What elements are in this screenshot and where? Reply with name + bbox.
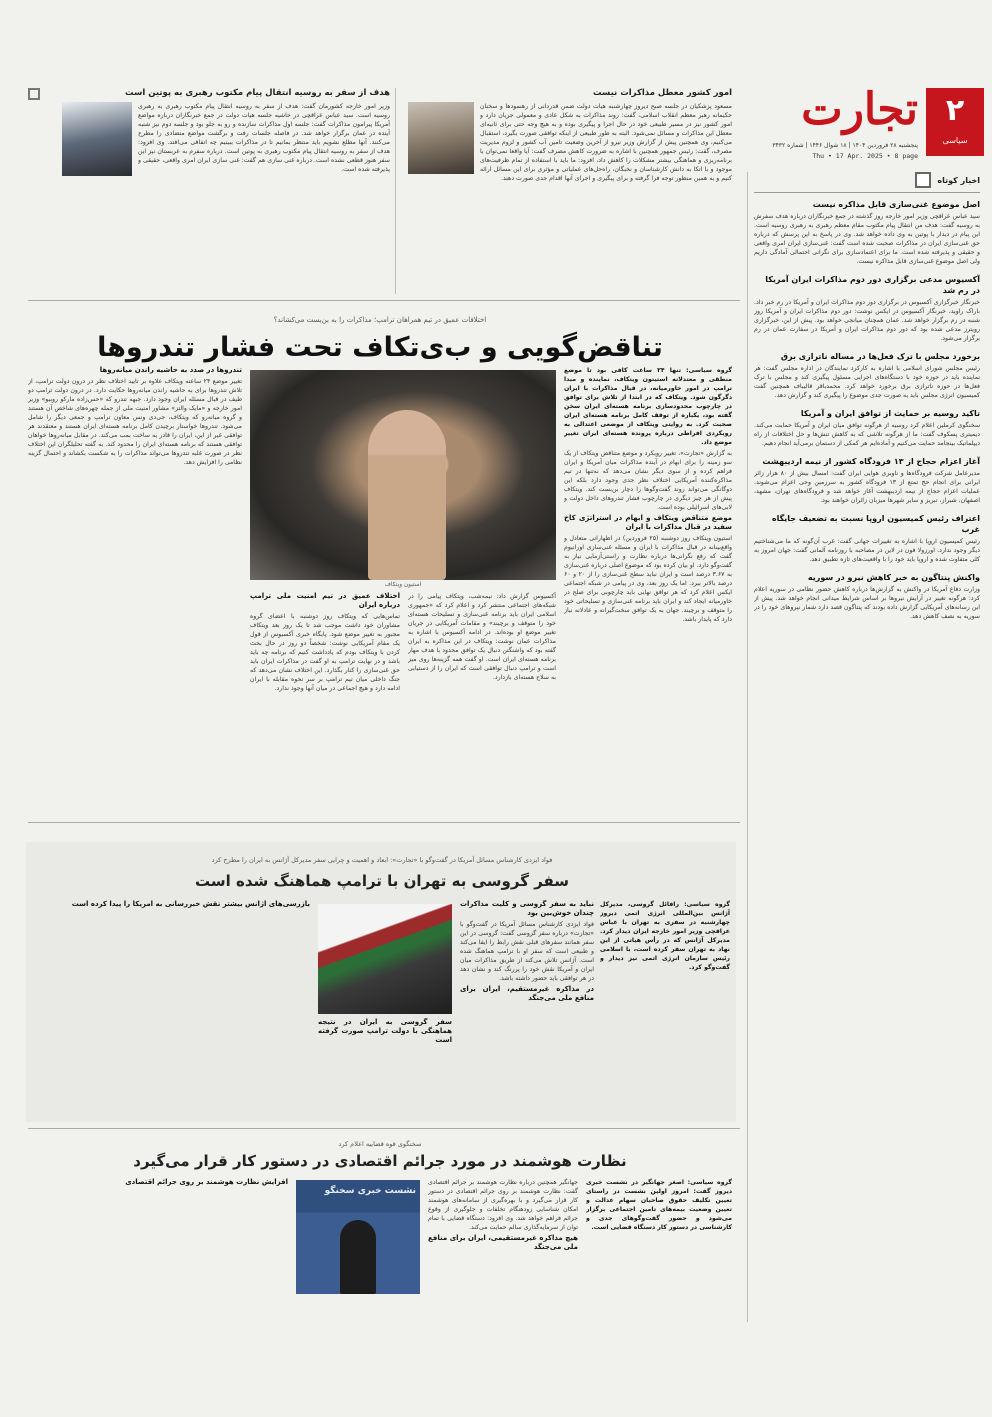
main-photo-figure <box>368 410 446 580</box>
main-body-right: به گزارش «تجارت»، تغییر رویکرد و موضع متناقض ویتکاف از یک سو زمینه را برای ابهام در آینده مذاکرات میان آمریکا و ایران فراهم کرده و از سوی دیگر نشان می‌دهد که نه‌تنها در تیم مذاکره‌کننده آمریکایی اختلاف نظر جدی وجود دارد بلکه این دوگانگی می‌تواند روند گفت‌وگوها را دچار بن‌بست کند. ویتکاف پیش از هر چیز دیگری در چارچوب فشار تندروهای داخل دولت و لابی‌های اسرائیلی بوده است. <box>564 450 732 511</box>
sidebar-item-title: واکنش پنتاگون به خبر کاهش نیرو در سوریه <box>807 573 980 582</box>
main-kicker: اختلافات عمیق در تیم همراهان ترامپ؛ مذاکرات را به بن‌بست می‌کشاند؟ <box>273 316 487 324</box>
third-photo-banner: نشست خبری سخنگو <box>324 1186 416 1196</box>
top-article-2-photo <box>62 102 132 176</box>
sidebar-item <box>754 513 980 564</box>
sidebar-items <box>754 199 980 621</box>
top-divider <box>395 88 396 294</box>
sidebar-item-body: خبرنگار خبرگزاری آکسیوس در برگزاری دور دوم مذاکرات ایران و آمریکا در رم خبر داد. باراک راوید، خبرنگار آکسیوس در ایکس نوشت: دور دوم مذاکرات ایران و آمریکا روز شنبه در رم برگزار خواهد شد. عمان همچنان میانجی خواهد بود. پیش از این، خبرگزاری رویترز مدعی شده بود که دور دوم مذاکرات ایران و آمریکا در سفارت عمان در رم برگزار می‌شود. <box>754 299 980 342</box>
top-article-2-body: وزیر امور خارجه کشورمان گفت: هدف از سفر به روسیه انتقال پیام مکتوب رهبری به رهبری روسیه است. سید عباس عراقچی در حاشیه جلسه هیات دولت در جمع خبرنگاران درباره مواضع آمریکا پیرامون مذاکرات گفت: جلسه اول مذاکرات سازنده و رو به جلو بود و جلسه دوم نیز شنبه آینده در عمان برگزار خواهد شد. در فاصله جلسات رفت و برگشت مواضع متضادی را مطرح می‌کنند. آنها مطلع نشویم باید منتظر بمانیم تا در مذاکرات ببینیم چه اتفاقی می‌افتد. وی افزود: هدف از سفر به روسیه انتقال پیام مکتوب رهبری به پوتین است. درباره سفرم به عربستان نیز این سفر هنوز قطعی نشده است. درباره غنی سازی هم گفت: غنی سازی ایران امری واقعی، حقیقی و پذیرفته شده است. <box>138 103 390 173</box>
second-sub3: در مذاکره غیرمستقیم، ایران برای منافع ملی می‌جنگد <box>460 985 594 1002</box>
second-sub2: سفر گروسی به ایران در نتیجه هماهنگی با دولت ترامپ صورت گرفته است <box>318 1018 452 1044</box>
second-col-4 <box>34 900 310 1114</box>
sidebar-item <box>754 199 980 266</box>
page-number-box <box>926 88 984 156</box>
third-body-col <box>428 1178 578 1328</box>
second-photo <box>318 904 452 1014</box>
third-left-col <box>28 1178 288 1328</box>
third-lead: گروه سیاسی: اصغر جهانگیر در نشست خبری دیروز گفت: امروز اولین نشست در راستای تعیین تکلیف حقوق صاحبان سهام عدالت و تعیین وضعیت بیمه‌های تامین اجتماعی برگزار می‌شود و حضور گفت‌وگوهای جدی و کارشناسی در دستور کار دستگاه قضایی است. <box>586 1179 732 1231</box>
mid-separator <box>28 822 740 823</box>
news-brief-sidebar <box>754 172 980 1322</box>
top-article-1-body: مسعود پزشکیان در جلسه صبح دیروز چهارشنبه هیات دولت ضمن قدردانی از رهنمودها و سخنان حکیمانه رهبر معظم انقلاب اسلامی، گفت: روند مذاکرات به شکل عادی و معمولی جریان دارد و امور کشور نیز در مسیر طبیعی خود در حال اجرا و پیگیری بوده و به هیچ وجه حتی برای ثانیه‌ای معطل این مذاکرات و مسائل نمی‌شود. البته به طور طبیعی از اینکه توافقی صورت بگیرد، استقبال می‌کنیم، وی همچنین پیش از گزارش وزیر نیرو از آخرین وضعیت تامین آب کشور و لزوم مدیریت مصرف، گفت: رئیس جمهور همچنین با اشاره به ضرورت کاهش مصرف گفت: آیا واقعا نمی‌توان با برنامه‌ریزی و هماهنگی بیشتر مشکلات را کاهش داد، افزود: ما باید با استفاده از تمام ظرفیت‌های موجود و با اتکا به دانش کارشناسان و نخبگان، راه‌حل‌های عملیاتی و مؤثری برای این مسائل ارائه کنیم و به همین منظور توجه فرا گرفته و برای پیگیری و اجرای آنها اقدام جدی صورت دهند. <box>480 103 732 182</box>
main-lead-text: گروه سیاسی: تنها ۲۴ ساعت کافی بود تا موضع منطقی و معتدلانه استیتون ویتکاف، نماینده و مبدا ترامپ در امور خاورمیانه، در قبال مذاکرات با ایران دگرگون شود. ویتکاف که در ابتدا از تلاش برای توافق در چارچوب محدودسازی برنامه هسته‌ای ایران سخن گفته بود، یکباره از توقف کامل برنامه هسته‌ای ایران صحبت کرد. به روایتی ویتکاف از موضعی اعتدالی به رویکردی افراطی درباره پرونده هسته‌ای ایران تغییر موضع داد. <box>564 367 732 446</box>
second-lead: گروه سیاسی: رافائل گروسی، مدیرکل آژانس بین‌المللی انرژی اتمی دیروز چهارشنبه در سفری به تهران با عباس عراقچی وزیر امور خارجه ایران دیدار کرد. مدیرکل آژانس که در رأس هیاتی از این نهاد به تهران سفر کرده است، با اسلامی رئیس سازمان انرژی اتمی نیز دیدار و گفت‌وگو کرد. <box>600 901 730 971</box>
sidebar-title: اخبار کوتاه <box>937 175 980 185</box>
third-sub2: هیچ مذاکره غیرمستقیمی، ایران برای منافع ملی می‌جنگد <box>428 1234 578 1251</box>
main-photo <box>250 370 556 580</box>
section-label: سیاسی <box>942 136 968 145</box>
sidebar-item-body: مدیرعامل شرکت فرودگاه‌ها و ناوبری هوایی ایران گفت: امسال بیش از ۸۰ هزار زائر ایرانی برای انجام حج تمتع از ۱۳ فرودگاه کشور به سرزمین وحی اعزام می‌شوند. عملیات اعزام حجاج از نیمه اردیبهشت آغاز خواهد شد و فرودگاه‌های تهران، مشهد، اصفهان، شیراز، تبریز و سایر شهرها میزبان زائران خواهند بود. <box>754 470 980 504</box>
sidebar-item-title: آکسیوس مدعی برگزاری دور دوم مذاکرات ایران آمریکا در رم شد <box>765 275 980 295</box>
main-left-column <box>28 366 242 810</box>
third-photo <box>296 1180 420 1294</box>
sidebar-divider <box>747 172 748 1322</box>
sidebar-item-title: اصل موضوع غنی‌سازی قابل مذاکره نیست <box>812 200 980 209</box>
third-headline: نظارت هوشمند در مورد جرائم اقتصادی در دستور کار قرار می‌گیرد <box>133 1152 627 1170</box>
sidebar-header <box>754 172 980 193</box>
main-body-mid2-wrap <box>250 592 400 810</box>
main-headline: تناقض‌گویی‌ و‌ ب‌ی‌تکاف تحت‌ فشار تندروها <box>97 332 663 363</box>
second-body: فواد ایزدی کارشناس مسائل آمریکا در گفت‌وگو با «تجارت» درباره سفر گروسی گفت: گروسی در این سفر همانند سفرهای قبلی نقش رابط را ایفا می‌کند و طبیعی است که سفر او با ترامپ هماهنگ شده است. آژانس تلاش می‌کند از طریق مذاکرات میان ایران و آمریکا نقش خود را پررنگ کند و نشان دهد در هر توافقی باید حضور داشته باشد. <box>460 921 594 982</box>
third-kicker: سخنگوی قوه قضاییه اعلام کرد <box>338 1140 422 1148</box>
main-lead <box>564 366 732 810</box>
sidebar-item-title: اعتراف رئیس کمیسیون اروپا نسبت به تضعیف جایگاه غرب <box>771 514 980 534</box>
bottom-separator <box>28 1128 740 1129</box>
second-lead-col <box>600 900 730 1114</box>
second-kicker: فواد ایزدی کارشناس مسائل آمریکا در گفت‌وگو با «تجارت»: ابعاد و اهمیت و چرایی سفر مدیرکل آژانس به ایران را مطرح کرد <box>211 856 553 864</box>
page-number: ۲ <box>945 93 965 128</box>
sidebar-item-body: وزارت دفاع آمریکا در واکنش به گزارش‌ها درباره کاهش حضور نظامی در سوریه اعلام کرد: هرگونه تغییر در آرایش نیروها بر اساس شرایط میدانی انجام خواهد شد. پیش از این رسانه‌های آمریکایی گزارش داده بودند که پنتاگون قصد دارد شمار نیروهای خود را در سوریه به نصف کاهش دهد. <box>754 586 980 620</box>
main-sub1: موضع متناقض ویتکاف و ابهام در استراتژی کاخ سفید در قبال مذاکرات با ایران <box>564 514 732 531</box>
top-separator <box>28 300 740 301</box>
top-article-1-title: امور کشور معطل مذاکرات نیست <box>592 88 732 98</box>
sidebar-item-title: آغاز اعزام حجاج از ۱۳ فرودگاه کشور از نیمه اردیبهشت <box>762 457 980 466</box>
top-article-2 <box>60 88 390 294</box>
sidebar-item-body: رئیس مجلس شورای اسلامی با اشاره به کارکرد نمایندگان در اداره مجلس گفت: هر نماینده باید در حوزه خود با دستگاه‌های اجرایی مسئول پیگیری کند و مجلس با ترک فعل‌ها در حوزه ناترازی برق برخورد خواهد کرد. محمدباقر قالیباف همچنین گفت کمیسیون انرژی مجلس باید به صورت جدی موضوع را پیگیری کند و گزارش دهد. <box>754 365 980 399</box>
second-sub4: بازرسی‌های آژانس بیشتر نقش خبررسانی به آمریکا را پیدا کرده است <box>71 900 310 908</box>
third-sub1: افزایش نظارت هوشمند بر روی جرائم اقتصادی <box>125 1178 288 1186</box>
main-body-right2: استیون ویتکاف روز دوشنبه (۲۵ فروردین) در اظهاراتی متعادل و واقع‌بینانه در قبال مذاکرات با ایران و مسئله غنی‌سازی اورانیوم گفت که رفع نگرانی‌ها درباره نظارت و راستی‌آزمایی نیاز به گفت‌وگو دارد. او بیان کرده بود که موضوع اصلی درباره غنی‌سازی به ۳.۶۷ درصد است و ایران نباید سطح غنی‌سازی را از ۲۰ و ۶۰ درصد بالاتر ببرد. اما یک روز بعد، وی در پیامی در شبکه اجتماعی ایکس اعلام کرد که هر توافق نهایی باید چارچوبی برای صلح در خاورمیانه ایجاد کند و ایران باید برنامه غنی‌سازی و تسلیحاتی خود را متوقف و برچیند. جهان به یک توافق سخت‌گیرانه و عادلانه نیاز دارد که پایدار باشد. <box>564 535 732 623</box>
main-sub2: اختلاف عمیق در تیم امنیت ملی ترامپ درباره ایران <box>250 592 400 609</box>
logo: تجارت <box>801 84 918 135</box>
sidebar-item-title: تاکید روسیه بر حمایت از توافق ایران و آمریکا <box>800 409 980 418</box>
main-body-mid <box>408 592 556 810</box>
sidebar-box-icon <box>915 172 931 188</box>
sidebar-item <box>754 456 980 505</box>
main-body-mid2: تماس‌هایی که ویتکاف روز دوشنبه با اعضای گروه مشاوران خود داشت موجب شد تا یک روز بعد ویتکاف مجبور به تغییر موضع شود. پایگاه خبری آکسیوس از قول یک مقام آمریکایی نوشت: شخصاً دو روز در حال بحث کردن با ویتکاف بودم که یادداشت کنیم که برنامه چه باید باشد و در نهایت ترامپ به او گفت در مذاکرات ایران باید حق غنی‌سازی را کنار بگذارد. این اختلاف نشان می‌دهد که جنگ داخلی میان تیم ترامپ بر سر نحوه مقابله با ایران ادامه دارد و هیچ اجماعی در میان آنها وجود ندارد. <box>250 613 400 692</box>
issue-date-fa: پنجشنبه ۲۸ فروردین ۱۴۰۴ | ۱۸ شوال ۱۴۴۶ | شماره ۳۴۳۲ <box>772 142 918 149</box>
second-col-2 <box>460 900 594 1114</box>
top-corner-box <box>28 88 40 100</box>
third-photo-figure <box>340 1220 376 1294</box>
sidebar-item <box>754 351 980 400</box>
second-col-3 <box>318 1018 452 1114</box>
main-photo-caption: استیون ویتکاف <box>384 582 422 588</box>
main-body-left: تغییر موضع ۲۴ ساعته ویتکاف علاوه بر تایید اختلاف نظر در درون دولت ترامپ، از تلاش تندروها برای به حاشیه راندن میانه‌روها حکایت دارد. در درون دولت ترامپ دو طیف در قبال مسئله ایران وجود دارد. جبهه تندرو که «حس‌زاده مارکو روبیو» وزیر امور خارجه و «مایک والتز» مشاور امنیت ملی از جمله چهره‌های شاخص آن هستند و گروه میانه‌رو که ویتکاف، جی‌دی ونس معاون ترامپ و جمعی دیگر را شامل می‌شود. تندروها خواستار برچیدن کامل برنامه هسته‌ای ایران هستند و معتقدند هر توافقی غیر از این، ایران را قادر به ساخت بمب می‌کند. در مقابل میانه‌روها خواهان توافقی هستند که برنامه هسته‌ای ایران را محدود کند. به گفته تحلیلگران این اختلاف نظر در صورت غلبه تندروها می‌تواند مذاکرات را به شکست بکشاند و احتمال گزینه نظامی را افزایش دهد. <box>28 378 242 466</box>
sidebar-item-title: برخورد مجلس با ترک فعل‌ها در مساله ناترازی برق <box>780 352 980 361</box>
third-lead-col <box>586 1178 732 1328</box>
sidebar-item <box>754 408 980 448</box>
second-sub1: نباید به سفر گروسی و کلیت مذاکرات چندان خوش‌بین بود <box>460 900 594 917</box>
top-article-1-photo <box>408 102 474 174</box>
sidebar-item-body: سخنگوی کرملین اعلام کرد روسیه از هرگونه توافق میان ایران و آمریکا حمایت می‌کند. دیمیتری پسکوف گفت: ما از هرگونه تلاشی که به کاهش تنش‌ها و حل اختلافات از راه دیپلماتیک بینجامد حمایت می‌کنیم و آماده‌ایم هر کمکی از دستمان برمی‌آید انجام دهیم. <box>754 422 980 447</box>
sidebar-item <box>754 274 980 343</box>
sidebar-item-body: سید عباس عراقچی وزیر امور خارجه روز گذشته در جمع خبرنگاران درباره هدف سفرش به روسیه گفت: هدف من انتقال پیام مکتوب مقام معظم رهبری به رهبری روسیه است. این پیام در دیدار با پوتین به وی داده خواهد شد. وی در پاسخ به این پرسش که درباره حق غنی‌سازی ایران در مذاکرات صحبت شده است گفت: غنی‌سازی ایران امری واقعی و حقیقی و پذیرفته شده است. ما برای اعتمادسازی برای نگرانی احتمالی آمادگی داریم ولی اصل موضوع غنی‌سازی قابل مذاکره نیست. <box>754 213 980 265</box>
top-article-2-title: هدف از سفر به روسیه انتقال پیام مکتوب رهبری به پوتین است <box>125 88 390 98</box>
main-sub3: تندروها در صدد به حاشیه راندن میانه‌روها <box>99 366 242 374</box>
top-article-1 <box>402 88 732 294</box>
third-body: جهانگیر همچنین درباره نظارت هوشمند بر جرائم اقتصادی گفت: نظارت هوشمند بر روی جرائم اقتصادی در دستور کار قرار می‌گیرد و با بهره‌گیری از سامانه‌های هوشمند امکان شناسایی زودهنگام تخلفات و جلوگیری از وقوع جرائم فراهم خواهد شد. وی افزود: دستگاه قضایی با تمام توان از سرمایه‌گذاری سالم حمایت می‌کند. <box>428 1179 578 1231</box>
second-headline: سفر گروسی به تهران با ترامپ هماهنگ شده است <box>194 872 570 890</box>
main-body-mid-text: آکسیوس گزارش داد: نیمه‌شب، ویتکاف پیامی را در شبکه‌های اجتماعی منتشر کرد و اعلام کرد که «جمهوری اسلامی ایران باید برنامه غنی‌سازی و تسلیحات هسته‌ای خود را متوقف و برچیند» و مقامات آمریکایی در جریان تغییر موضع او بوده‌اند. در ادامه آکسیوس با اشاره به مذاکرات عمان نوشت: ویتکاف در این مذاکره به ایران گفته بود که واشنگتن دنبال یک توافق محدود با هدف مهار برنامه هسته‌ای ایران است. او گفت همه گزینه‌ها روی میز است و ترامپ دنبال توافقی است که ایران را از دستیابی به سلاح هسته‌ای بازدارد. <box>408 593 556 681</box>
sidebar-item <box>754 572 980 621</box>
issue-date-en: Thu • 17 Apr. 2025 • 8 page <box>812 152 918 160</box>
masthead <box>738 84 984 170</box>
sidebar-item-body: رئیس کمیسیون اروپا با اشاره به تغییرات جهانی گفت: غرب آن‌گونه که ما می‌شناختیم دیگر وجود ندارد. اورزولا فون در لاین در مصاحبه با روزنامه آلمانی گفت: جهان امروز به کلی متفاوت شده و اروپا باید خود را با واقعیت‌های تازه تطبیق دهد. <box>754 538 980 563</box>
